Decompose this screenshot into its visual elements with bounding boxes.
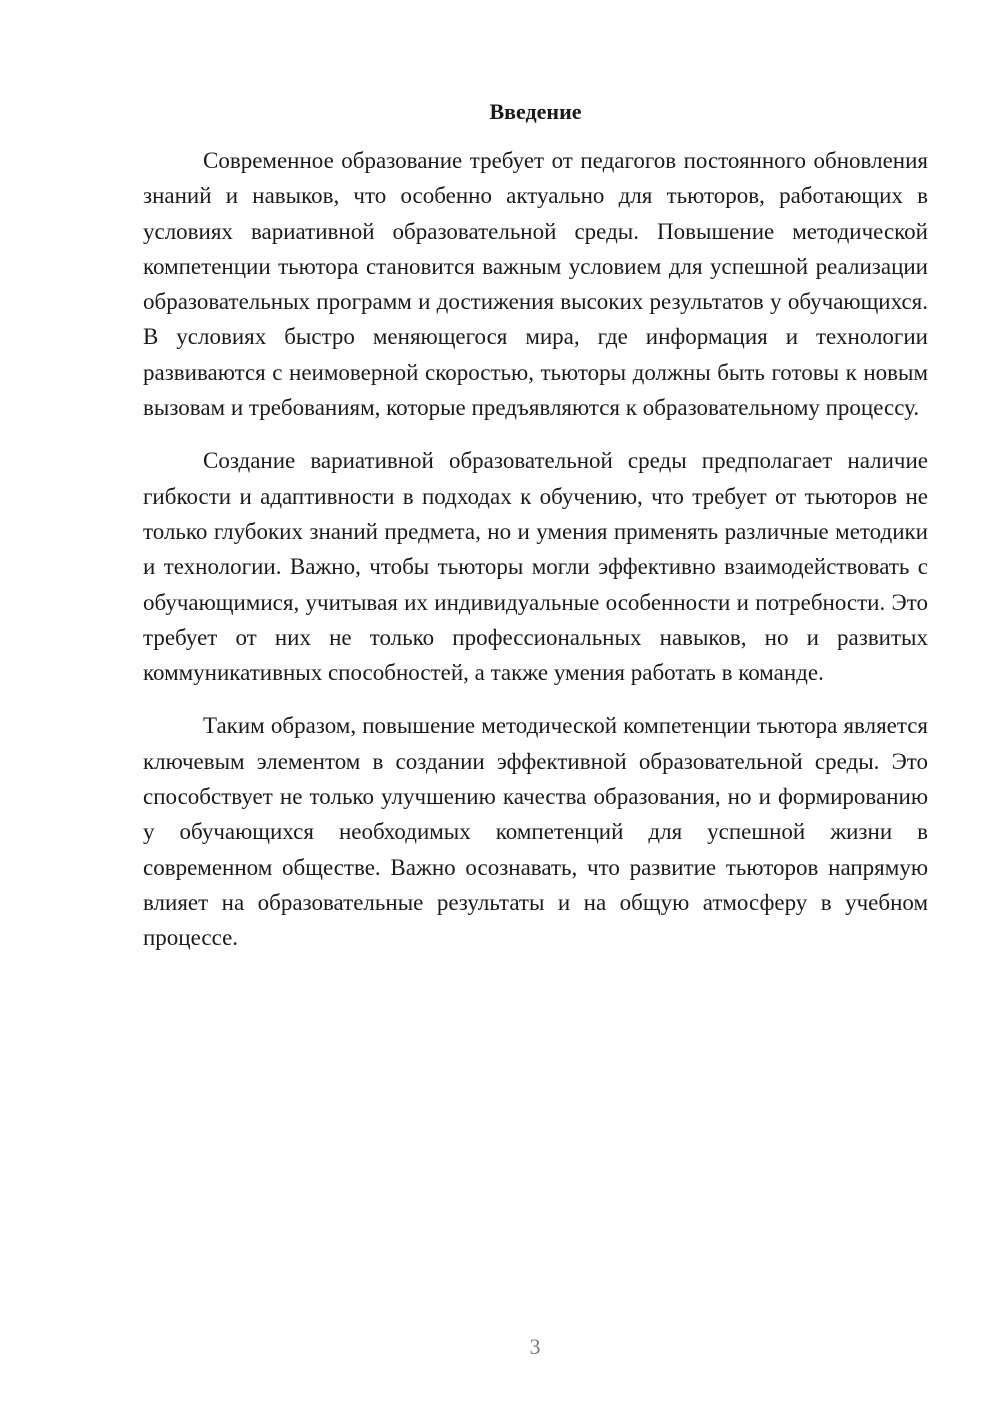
paragraph-1: Современное образование требует от педагогов постоянного обновления знаний и навыков, что особенно актуально для тьюторов, работающих в условиях вариативной образовательной среды. Повышение методической компетенции тьютора становится важным условием для успешной реализации образовательных программ и достижения высоких результатов у обучающихся. В условиях быстро меняющегося мира, где информация и технологии развиваются с неимоверной скоростью, тьюторы должны быть готовы к новым вызовам и требованиям, которые предъявляются к образовательному процессу.	[143, 148, 928, 421]
paragraph-2: Создание вариативной образовательной среды предполагает наличие гибкости и адаптивности в подходах к обучению, что требует от тьюторов не только глубоких знаний предмета, но и умения применять различные методики и технологии. Важно, чтобы тьюторы могли эффективно взаимодействовать с обучающимися, учитывая их индивидуальные особенности и потребности. Это требует от них не только профессиональных навыков, но и развитых коммуникативных способностей, а также умения работать в команде.	[143, 448, 928, 686]
section-heading: Введение	[489, 99, 582, 124]
paragraph-3: Таким образом, повышение методической компетенции тьютора является ключевым элементом в создании эффективной образовательной среды. Это способствует не только улучшению качества образования, но и формированию у обучающихся необходимых компетенций для успешной жизни в современном обществе. Важно осознавать, что развитие тьюторов напрямую влияет на образовательные результаты и на общую атмосферу в учебном процессе.	[143, 713, 928, 951]
page-number: 3	[529, 1334, 541, 1359]
body-text	[143, 143, 928, 974]
